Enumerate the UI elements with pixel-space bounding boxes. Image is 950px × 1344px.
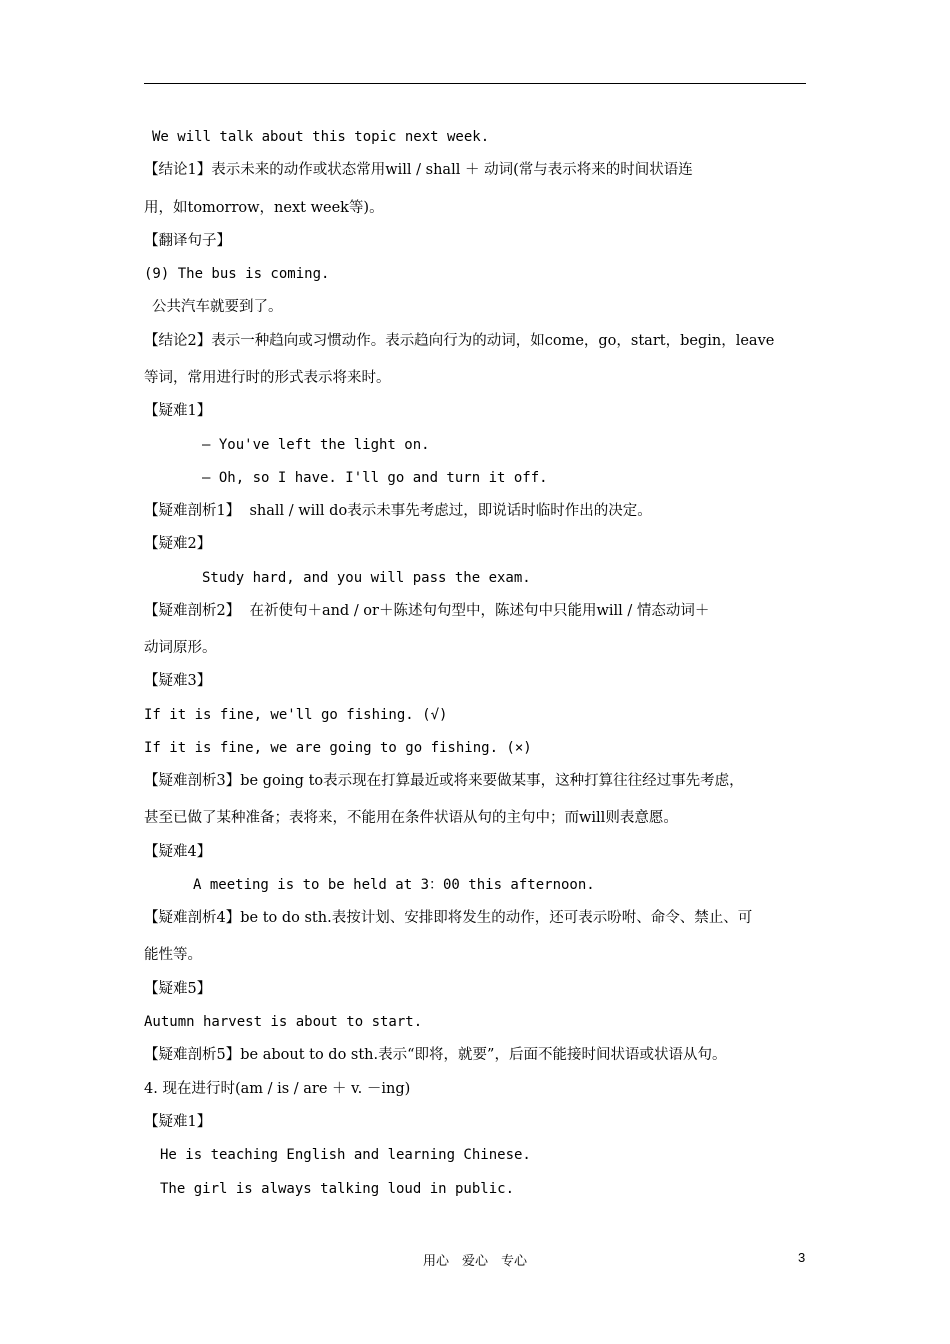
conclusion-2-line-2: 等词，常用进行时的形式表示将来时。: [144, 370, 391, 386]
difficulty-heading: 【疑难4】: [144, 844, 212, 860]
section-heading: 【翻译句子】: [144, 233, 231, 249]
header-rule: [144, 83, 806, 84]
footer-motto: 用心 爱心 专心: [422, 1254, 527, 1269]
example-sentence: Study hard, and you will pass the exam.: [202, 570, 531, 586]
difficulty-heading: 【疑难5】: [144, 981, 212, 997]
example-sentence: If it is fine, we are going to go fishing. (×): [144, 740, 532, 756]
example-sentence: (9) The bus is coming.: [144, 266, 330, 282]
analysis-line-2: 甚至已做了某种准备；表将来，不能用在条件状语从句的主句中；而will则表意愿。: [144, 810, 678, 826]
page-number: 3: [798, 1250, 806, 1265]
example-sentence: Autumn harvest is about to start.: [144, 1014, 423, 1030]
section-title: 4. 现在进行时(am / is / are ＋ v. －ing): [144, 1081, 411, 1097]
dialogue-line: — You've left the light on.: [202, 437, 430, 453]
conclusion-2-line: 【结论2】表示一种趋向或习惯动作。表示趋向行为的动词，如come，go，start，begin，leave: [144, 333, 775, 349]
difficulty-heading: 【疑难2】: [144, 536, 212, 552]
analysis-line: 【疑难剖析5】be about to do sth.表示“即将，就要”，后面不能接时间状语或状语从句。: [144, 1047, 727, 1063]
translation-line: 公共汽车就要到了。: [152, 299, 283, 315]
difficulty-heading: 【疑难1】: [144, 1114, 212, 1130]
analysis-line: 【疑难剖析4】be to do sth.表按计划、安排即将发生的动作，还可表示吩咐、命令、禁止、可: [144, 910, 753, 926]
example-sentence: If it is fine, we'll go fishing. (√): [144, 707, 448, 723]
analysis-line: 【疑难剖析3】be going to表示现在打算最近或将来要做某事，这种打算往往经过事先考虑，: [144, 773, 744, 789]
example-sentence: The girl is always talking loud in public.: [160, 1181, 515, 1197]
analysis-line-2: 能性等。: [144, 947, 202, 963]
analysis-line-2: 动词原形。: [144, 640, 217, 656]
difficulty-heading: 【疑难1】: [144, 403, 212, 419]
text-line: We will talk about this topic next week.: [152, 129, 490, 145]
analysis-line: 【疑难剖析2】 在祈使句＋and / or＋陈述句句型中，陈述句中只能用will / 情态动词＋: [144, 603, 710, 619]
conclusion-1-line-2: 用，如tomorrow，next week等)。: [144, 200, 384, 216]
example-sentence: He is teaching English and learning Chinese.: [160, 1147, 531, 1163]
dialogue-line: — Oh, so I have. I'll go and turn it off.: [202, 470, 548, 486]
difficulty-heading: 【疑难3】: [144, 673, 212, 689]
conclusion-1-line: 【结论1】表示未来的动作或状态常用will / shall ＋ 动词(常与表示将来的时间状语连: [144, 162, 693, 178]
analysis-line: 【疑难剖析1】 shall / will do表示未事先考虑过，即说话时临时作出的决定。: [144, 503, 652, 519]
example-sentence: A meeting is to be held at 3：00 this afternoon.: [193, 877, 595, 893]
